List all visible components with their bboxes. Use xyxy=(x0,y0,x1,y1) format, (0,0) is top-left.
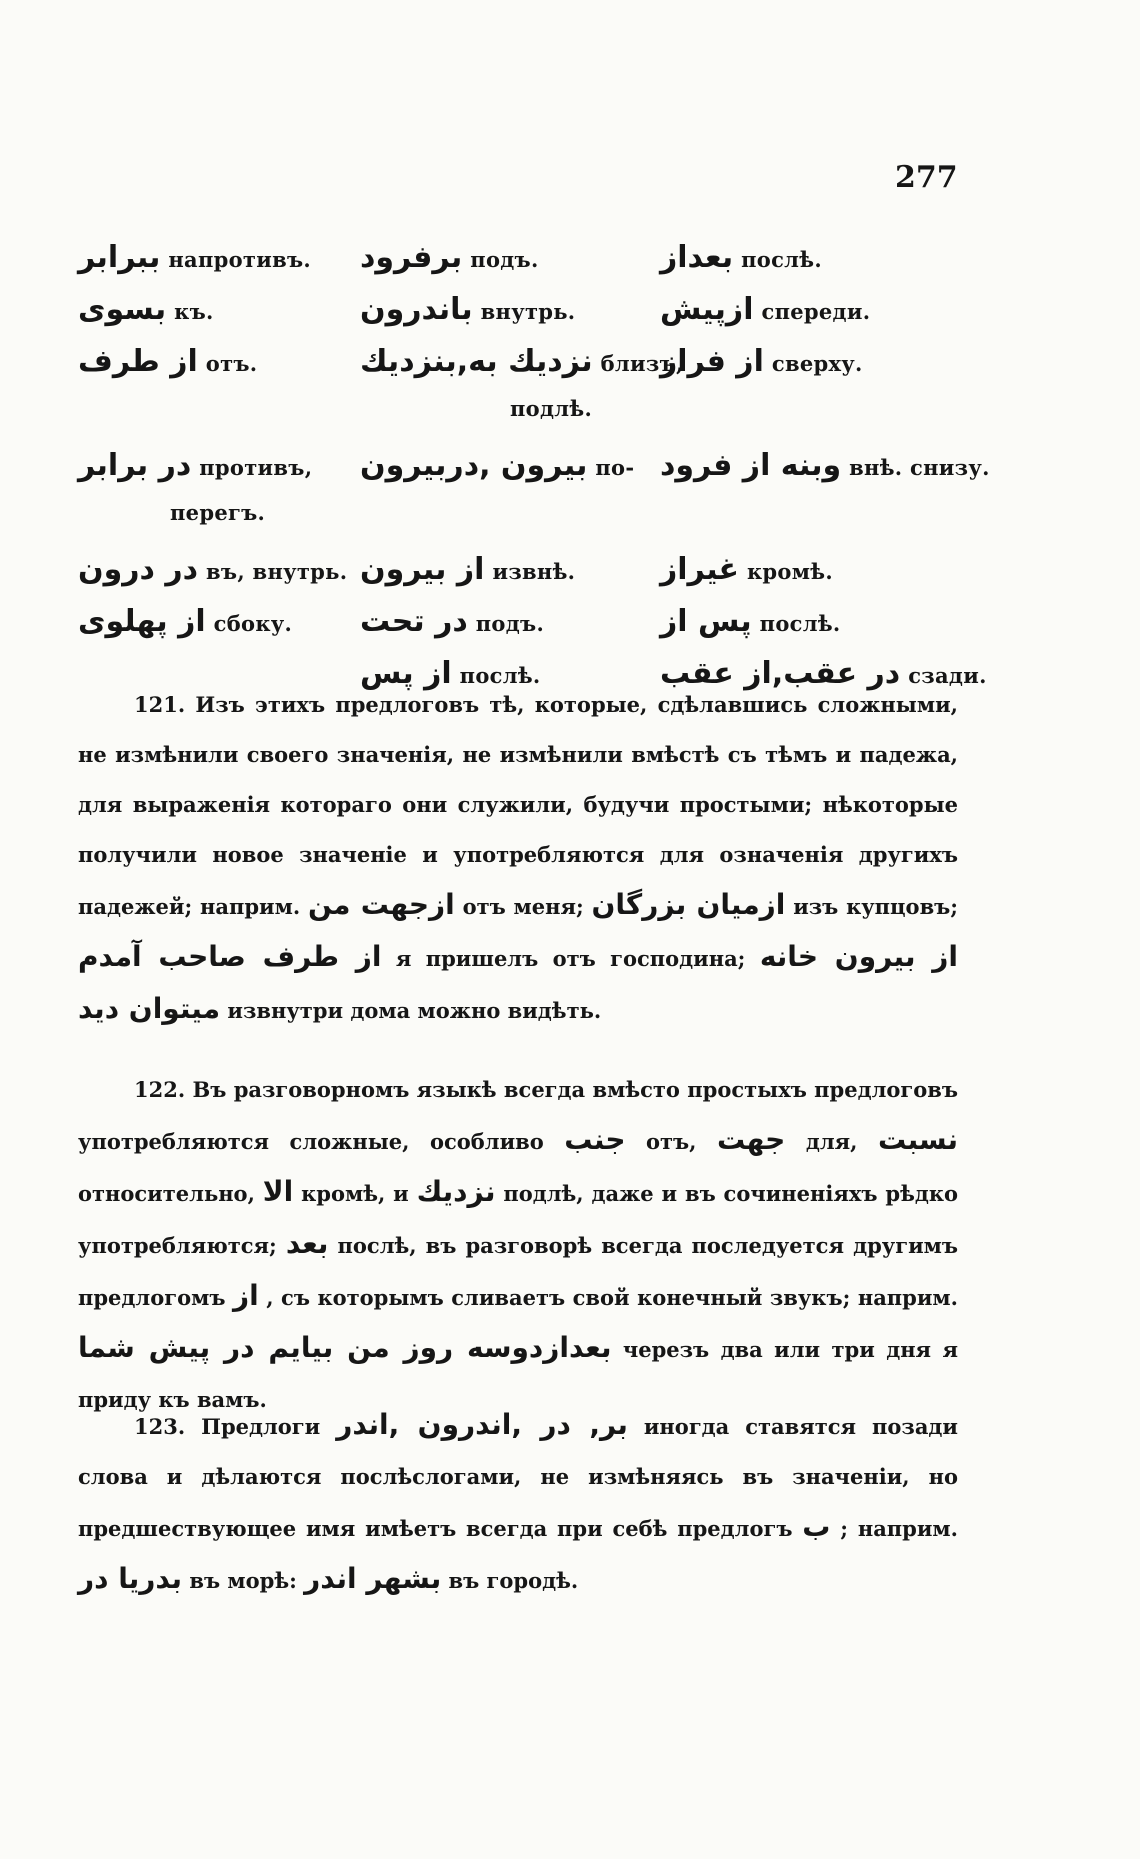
arabic-term: از پهلوی xyxy=(78,604,206,639)
page-number: 277 xyxy=(895,160,958,195)
arabic-term: غیراز xyxy=(660,552,739,587)
table-cell xyxy=(360,292,575,327)
russian-text: послѣ, въ разговорѣ всегда последуется другимъ предлогомъ xyxy=(78,1233,958,1310)
table-row xyxy=(0,240,1000,288)
table-cell xyxy=(660,552,833,587)
russian-gloss: внутрь. xyxy=(480,299,576,324)
russian-gloss: по- xyxy=(595,455,635,480)
russian-gloss: въ, внутрь. xyxy=(206,559,348,584)
table-cell xyxy=(360,240,539,275)
table-cell xyxy=(78,448,312,483)
arabic-term: نزدیك به,بنزدیك xyxy=(360,344,593,379)
table-cell xyxy=(660,344,863,379)
russian-text: изъ купцовъ; xyxy=(793,894,959,919)
arabic-term: از بیرون xyxy=(360,552,485,587)
arabic-term: در برابر xyxy=(78,448,192,483)
table-cell xyxy=(78,552,347,587)
russian-gloss: отъ. xyxy=(205,351,258,376)
arabic-phrase: بر, در ,اندرون ,اندر xyxy=(336,1408,628,1441)
arabic-phrase: بعدازدوسه روز من بیایم در پیش شما xyxy=(78,1331,612,1364)
paragraph xyxy=(78,1065,958,1425)
russian-text: относительно, xyxy=(78,1181,255,1206)
russian-gloss: сбоку. xyxy=(213,611,293,636)
table-cell xyxy=(78,604,292,639)
arabic-term: بسوی xyxy=(78,292,167,327)
paragraph-number: 123. xyxy=(134,1414,202,1439)
russian-text: , съ которымъ сливаетъ свой конечный звукъ; наприм. xyxy=(266,1285,958,1310)
table-row xyxy=(0,396,1000,444)
arabic-phrase: از بیرون خانه میتوان دید xyxy=(78,940,958,1025)
russian-text: кромѣ, и xyxy=(301,1181,409,1206)
table-cell xyxy=(360,448,634,483)
table-cell xyxy=(360,344,684,379)
russian-gloss: напротивъ. xyxy=(168,247,312,272)
russian-text: извнутри дома можно видѣть. xyxy=(227,998,602,1023)
arabic-term: در درون xyxy=(78,552,199,587)
paragraph-number: 122. xyxy=(134,1077,193,1102)
russian-gloss: сверху. xyxy=(771,351,863,376)
table-cell xyxy=(360,552,575,587)
arabic-phrase: ازمیان بزرگان xyxy=(591,888,786,921)
arabic-phrase: الا xyxy=(262,1175,294,1208)
russian-gloss: сзади. xyxy=(908,663,987,688)
table-row xyxy=(0,500,1000,548)
russian-gloss: извнѣ. xyxy=(492,559,576,584)
arabic-phrase: جهت xyxy=(717,1123,786,1156)
russian-gloss: противъ, xyxy=(199,455,313,480)
paragraph xyxy=(78,1400,958,1606)
russian-gloss: подъ. xyxy=(475,611,545,636)
arabic-term: پس از xyxy=(660,604,752,639)
arabic-phrase: از xyxy=(232,1279,259,1312)
arabic-term: برفرود xyxy=(360,240,463,275)
table-cell xyxy=(360,604,544,639)
arabic-term: بیرون ,دربیرون xyxy=(360,448,588,483)
arabic-phrase: ازجهت من xyxy=(307,888,455,921)
arabic-phrase: نسبت xyxy=(877,1123,959,1156)
table-cell xyxy=(510,396,592,421)
arabic-term: وبنه از فرود xyxy=(660,448,842,483)
arabic-phrase: نزدیك xyxy=(416,1175,496,1208)
table-cell xyxy=(78,240,311,275)
table-cell xyxy=(660,292,870,327)
table-cell xyxy=(78,292,214,327)
table-row xyxy=(0,292,1000,340)
russian-text: для, xyxy=(805,1129,858,1154)
arabic-phrase: بدریا در xyxy=(78,1562,183,1595)
russian-gloss: внѣ. снизу. xyxy=(849,455,990,480)
arabic-term: ازپیش xyxy=(660,292,754,327)
russian-text: въ городѣ. xyxy=(448,1568,579,1593)
russian-gloss: подлѣ. xyxy=(510,396,593,421)
table-row xyxy=(0,604,1000,652)
table-cell xyxy=(660,604,841,639)
table-row xyxy=(0,344,1000,392)
arabic-phrase: بعد xyxy=(285,1227,329,1260)
table-row xyxy=(0,448,1000,496)
russian-gloss: близъ, xyxy=(600,351,684,376)
russian-text: отъ, xyxy=(646,1129,697,1154)
arabic-term: در تحت xyxy=(360,604,468,639)
arabic-phrase: بشهر اندر xyxy=(304,1562,442,1595)
russian-gloss: послѣ. xyxy=(759,611,841,636)
arabic-term: از پس xyxy=(360,656,452,691)
arabic-term: بعداز xyxy=(660,240,734,275)
table-cell xyxy=(78,344,257,379)
russian-gloss: перегъ. xyxy=(170,500,266,525)
russian-text: я пришелъ отъ господина; xyxy=(395,946,746,971)
table-cell xyxy=(170,500,265,525)
russian-text: Предлоги xyxy=(201,1414,321,1439)
russian-gloss: спереди. xyxy=(761,299,871,324)
table-cell xyxy=(660,448,990,483)
russian-text: Изъ этихъ предлоговъ тѣ, которые, сдѣлавшись сложными, не измѣнили своего значенія, не измѣнили вмѣстѣ съ тѣмъ и падежа, для выраженія котораго они служили, будучи простыми; нѣкоторые получили новое значеніе и употребляются для означенія другихъ падежей; наприм. xyxy=(78,692,958,919)
arabic-phrase: ب xyxy=(802,1510,831,1543)
arabic-term: از طرف xyxy=(78,344,198,379)
russian-text: черезъ два или три дня я приду къ вамъ. xyxy=(78,1337,958,1412)
arabic-term: در عقب,از عقب xyxy=(660,656,901,691)
table-cell xyxy=(660,240,822,275)
arabic-term: باندرون xyxy=(360,292,473,327)
table-row xyxy=(0,552,1000,600)
arabic-phrase: از طرف صاحب آمدم xyxy=(78,940,382,973)
russian-text: ; наприм. xyxy=(840,1516,958,1541)
russian-gloss: послѣ. xyxy=(459,663,541,688)
arabic-phrase: جنب xyxy=(564,1123,626,1156)
russian-gloss: кромѣ. xyxy=(746,559,833,584)
russian-text: Въ разговорномъ языкѣ всегда вмѣсто простыхъ предлоговъ употребляются сложные, особливо xyxy=(78,1077,958,1154)
russian-text: иногда ставятся позади слова и дѣлаются послѣслогами, не измѣняясь въ значеніи, но предшествующее имя имѣетъ всегда при себѣ предлогъ xyxy=(78,1414,958,1541)
russian-gloss: послѣ. xyxy=(741,247,822,272)
russian-text: отъ меня; xyxy=(462,894,584,919)
paragraph-number: 121. xyxy=(134,692,196,717)
russian-gloss: къ. xyxy=(174,299,214,324)
arabic-term: ببرابر xyxy=(78,240,161,275)
russian-text: въ морѣ: xyxy=(189,1568,297,1593)
russian-text: подлѣ, даже и въ сочиненіяхъ рѣдко употребляются; xyxy=(78,1181,959,1258)
russian-gloss: подъ. xyxy=(470,247,539,272)
arabic-term: از فراز xyxy=(660,344,764,379)
paragraph xyxy=(78,680,958,1036)
